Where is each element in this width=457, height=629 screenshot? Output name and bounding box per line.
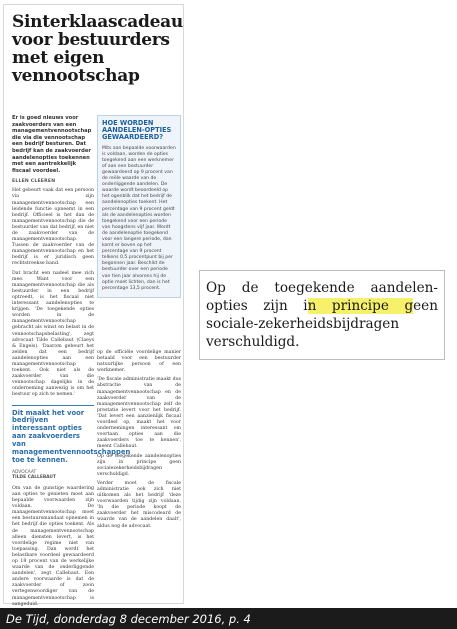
article-paragraph: Dat bracht een nadeel mee zich mee. Want voor een managementvennootschap die als bestuurder in een bedrijf optreedt, is het fiscaal niet interessant aandelenopties te krijgen. 'De toegekende opties worden in de managementvennootschap gebracht als winst en belast in de vennootschapsbelasting', zegt advocaat Tilde Callebaut (Claeys & Engels). 'Daarom gebeurt het zelden dat een bedrijf aandelenopties aan een managementvennootschap toekent. Ook niet als de zaakvoerder van die vennootschap dagelijks in de onderneming aanwezig is om het bestuur op zich te nemen.': [12, 270, 94, 398]
pull-quote: [12, 405, 131, 480]
newspaper-clipping: [3, 4, 184, 607]
article-headline: Sinterklaascadeau voor bestuurders met eigen vennootschap: [12, 12, 183, 86]
article-column-right-lower: [97, 350, 181, 533]
excerpt-text-after: een sociale-zekerheidsbijdragen verschuldigd.: [206, 298, 438, 350]
article-column-left: [12, 115, 131, 611]
article-paragraph: Om van de gunstige waardering aan opties te genieten moet aan bepaalde voorwaarden zijn voldaan. De managementvennootschap moet een bestuursmandaat opnemen in het bedrijf die opties toekent. Als de managementvennootschap alleen diensten levert, is het voordelige regime niet van toepassing. Dan wordt het belastbare voordeel gewaardeerd op 18 procent van de werkelijke waarde van de onderliggende aandelen', zegt Callebaut. Een andere voorwaarde is dat de zaakvoerder of zoon vertegenwoordiger van de managementvennootschap is aangeduid.: [12, 485, 94, 607]
article-paragraph: op de officiële voordelige manier betaald voor een bestuurder natuurlijke persoon of een werknemer.: [97, 350, 181, 374]
excerpt-highlight: n principe g: [307, 298, 414, 314]
info-box-title: HOE WORDEN AANDELEN-OPTIES GEWAARDEERD?: [102, 119, 172, 142]
excerpt-text: [206, 279, 438, 351]
info-box-text: Mits aan bepaalde voorwaarden is voldaan, worden de opties toegekend aan een werknemer of aan een bestuurder gewaardeerd op 9 procent van de reële waarde van de onderliggende aandelen. De waarde wordt beoordeeld op het ogenblik dat het bedrijf de aandelenopties toekent. Het percentage van 9 procent geldt als de aandelenopties worden toegekend voor een periode van hoogstens vijf jaar. Wordt de aandelenoptie toegekend voor een langere periode, dan komt er boven op het percentage van 9 procent telkens 0,5 procentpunt bij per begonnen jaar. Beschikt de bestuurder over een periode van tien jaar alvorens hij de optie moet lichten, dan is het percentage 13,5 procent.: [102, 145, 176, 291]
article-paragraph: 'De fiscale administratie maakt dus abstractie van de managementvennootschap en de zaakvoerder van de managementvennootschap zelf de prestatie levert voor het bedrijf. 'Dat levert een aanzienlijk fiscaal voordeel op, maakt het voor ondernemingen interessant om voortaan opties aan die zaakvoerders toe te kennen', meent Callebaut.: [97, 377, 181, 450]
source-footer: [0, 608, 457, 629]
article-byline: ELLEN CLEEREN: [12, 179, 56, 185]
article-paragraph: Het gebeurt vaak dat een persoon via zijn managementvennootschap een leidende functie opneemt in een bedrijf. Officieel is het dan de managementvennootschap die de bestuurder van dat bedrijf, en niet de zaakvoerder van de managementvennootschap. Tussen de zaakvoerder van de managementvennootschap en het bedrijf is er juridisch geen rechtstreekse band.: [12, 188, 94, 267]
excerpt-text-before: Op de toegekende aandelen-opties zijn i: [206, 280, 438, 314]
article-lead: Er is goed nieuws voor zaakvoerders van een managementvennootschap die via die vennootschap een bedrijf besturen. Dat bedrijf kan de zaakvoerder aandelenopties toekennen met een aantrekkelijk fiscaal voordeel.: [12, 115, 92, 174]
article-paragraph: Op de toegekende aandelenopties zijn in principe geen socialezekerheidsbijdragen verschuldigd.: [97, 453, 181, 477]
pull-quote-name: TILDE CALLEBAUT: [12, 474, 56, 480]
source-citation: De Tijd, donderdag 8 december 2016, p. 4: [6, 612, 251, 626]
info-box: [97, 115, 181, 298]
zoomed-excerpt: [199, 270, 445, 360]
article-column-right: [97, 115, 181, 298]
pull-quote-role: ADVOCAAT: [12, 469, 37, 475]
article-paragraph: Verder moet de fiscale administratie ook zich niet uitkomen als het bedrijf 'deze voorwaarden tijdig zijn voldaan. 'In die periode koopt de zaakvoerder het miscodeard de waarde van de aandelen daalt', aldus nog de advocaat.: [97, 480, 181, 529]
pull-quote-text: Dit maakt het voor bedrijven interessant opties aan zaakvoerders van managementvennootschappen toe te kennen.: [12, 408, 131, 464]
